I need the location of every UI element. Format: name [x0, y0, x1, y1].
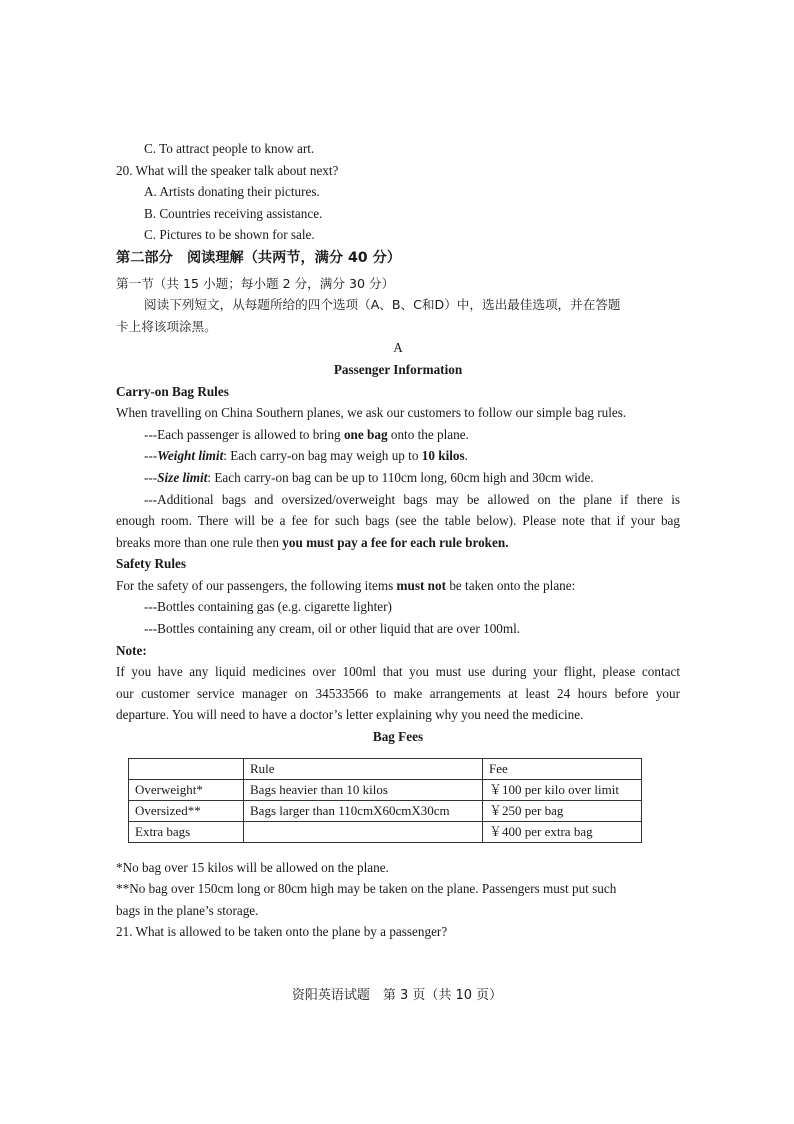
- note-heading: Note:: [116, 642, 147, 658]
- table-row: [129, 800, 642, 821]
- q19-option-c: C. To attract people to know art.: [144, 141, 315, 156]
- footnote-2-line1: **No bag over 150cm long or 80cm high may be taken on the plane. Passengers must put such: [116, 881, 617, 897]
- note-line3: departure. You will need to have a doctor’s letter explaining why you need the medicine.: [116, 707, 584, 723]
- q20-option-a: A. Artists donating their pictures.: [144, 184, 320, 200]
- additional-line3: breaks more than one rule then you must pay a fee for each rule broken.: [116, 534, 509, 550]
- instructions-line1: 阅读下列短文，从每题所给的四个选项（A、B、C和D）中，选出最佳选项，并在答题: [144, 297, 621, 313]
- table-cell: Bags larger than 110cmX60cmX30cm: [244, 800, 483, 821]
- exam-page: [116, 138, 680, 943]
- question-21: 21. What is allowed to be taken onto the plane by a passenger?: [116, 924, 448, 940]
- q20-option-c: C. Pictures to be shown for sale.: [144, 227, 315, 243]
- additional-line1: ---Additional bags and oversized/overweight bags may be allowed on the plane if there is: [144, 491, 680, 507]
- table-cell: Overweight*: [129, 779, 244, 800]
- table-header-cell: Rule: [244, 758, 483, 779]
- table-row: [129, 779, 642, 800]
- passage-title: Passenger Information: [333, 361, 463, 377]
- table-cell: Extra bags: [129, 821, 244, 842]
- table-cell: Oversized**: [129, 800, 244, 821]
- section2-title: 第二部分 阅读理解（共两节，满分 40 分）: [116, 249, 401, 266]
- page-footer: 资阳英语试题 第 3 页（共 10 页）: [291, 988, 503, 1003]
- table-header-cell: [129, 758, 244, 779]
- table-cell: ￥250 per bag: [483, 800, 642, 821]
- footnote-1: *No bag over 15 kilos will be allowed on the plane.: [116, 859, 389, 875]
- carry-on-heading: Carry-on Bag Rules: [116, 383, 229, 399]
- table-row: [129, 821, 642, 842]
- rule-weight-limit: ---Weight limit: Each carry-on bag may weigh up to 10 kilos.: [144, 448, 468, 464]
- table-cell: Bags heavier than 10 kilos: [244, 779, 483, 800]
- rule-size-limit: ---Size limit: Each carry-on bag can be up to 110cm long, 60cm high and 30cm wide.: [144, 469, 594, 485]
- passage-letter: A: [393, 340, 403, 356]
- bag-fees-table: [128, 758, 642, 843]
- note-line2: our customer service manager on 34533566 to make arrangements at least 24 hours before your: [116, 685, 680, 701]
- safety-heading: Safety Rules: [116, 556, 186, 572]
- safety-item-2: ---Bottles containing any cream, oil or other liquid that are over 100ml.: [144, 621, 521, 637]
- rule-one-bag: ---Each passenger is allowed to bring one bag onto the plane.: [144, 426, 469, 442]
- footnote-2-line2: bags in the plane’s storage.: [116, 902, 259, 918]
- table-cell: ￥400 per extra bag: [483, 821, 642, 842]
- safety-intro: For the safety of our passengers, the following items must not be taken onto the plane:: [116, 577, 576, 593]
- carry-on-intro: When travelling on China Southern planes, we ask our customers to follow our simple bag rules.: [116, 405, 627, 421]
- table-header-row: [129, 758, 642, 779]
- q20-question: 20. What will the speaker talk about next?: [116, 162, 339, 178]
- bag-fees-title: Bag Fees: [372, 729, 424, 745]
- q20-option-b: B. Countries receiving assistance.: [144, 205, 323, 221]
- section2-subtitle: 第一节（共 15 小题；每小题 2 分，满分 30 分）: [116, 275, 395, 291]
- note-line1: If you have any liquid medicines over 100ml that you must use during your flight, please contact: [116, 664, 680, 680]
- instructions-line2: 卡上将该项涂黑。: [116, 318, 217, 334]
- table-cell: ￥100 per kilo over limit: [483, 779, 642, 800]
- table-cell: [244, 821, 483, 842]
- table-header-cell: Fee: [483, 758, 642, 779]
- additional-line2: enough room. There will be a fee for such bags (see the table below). Please note that if your bag: [116, 513, 680, 529]
- safety-item-1: ---Bottles containing gas (e.g. cigarette lighter): [144, 599, 392, 615]
